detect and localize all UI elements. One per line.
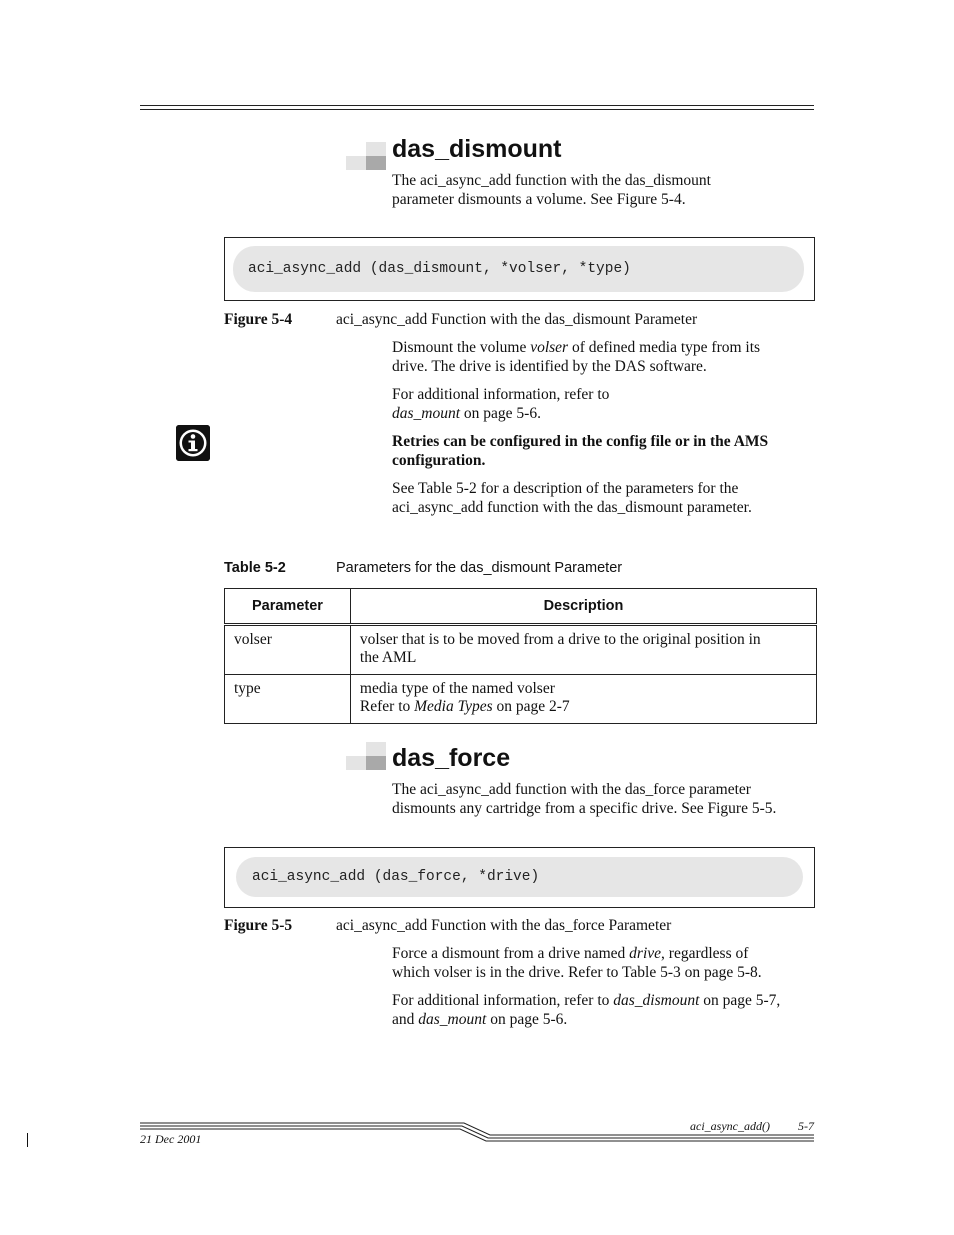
- figure-5-5-caption: [224, 916, 814, 936]
- intro-line: dismounts any cartridge from a specific drive. See Figure 5-5.: [392, 800, 777, 817]
- footer-function-name: aci_async_add(): [690, 1119, 770, 1133]
- paragraph: For additional information, refer to das_mount on page 5-6.: [392, 386, 610, 422]
- table-row: [225, 625, 817, 675]
- footer-rule: [138, 1118, 816, 1144]
- footer-page-number: 5-7: [797, 1119, 814, 1133]
- paragraph: For additional information, refer to das_dismount on page 5-7, and das_mount on page 5-6.: [392, 992, 781, 1028]
- intro-line: The aci_async_add function with the das_dismount: [392, 172, 711, 189]
- info-icon: [176, 425, 210, 461]
- table-label: Table 5-2: [224, 560, 286, 576]
- parameters-table: [224, 588, 817, 724]
- section1-intro: [392, 171, 822, 209]
- column-header: Description: [350, 589, 816, 625]
- paragraph: Force a dismount from a drive named drive, regardless of which volser is in the drive. Refer to Table 5-3 on page 5-8.: [392, 945, 762, 981]
- table-5-2-caption: [224, 559, 814, 579]
- figure-label: Figure 5-5: [224, 917, 293, 934]
- section2-intro: [392, 780, 832, 818]
- table-row: [225, 675, 817, 724]
- desc-cell: media type of the named volser Refer to Media Types on page 2-7: [350, 675, 816, 724]
- desc-cell: volser that is to be moved from a drive to the original position in the AML: [350, 625, 816, 675]
- code-snippet: aci_async_add (das_force, *drive): [236, 857, 803, 897]
- note-text: Retries can be configured in the config file or in the AMS configuration.: [392, 433, 769, 469]
- figure-caption-text: aci_async_add Function with the das_force Parameter: [336, 917, 672, 934]
- header-rule: [140, 109, 814, 110]
- column-header: Parameter: [225, 589, 351, 625]
- table-header-row: [225, 589, 817, 625]
- section-heading-das-force: das_force: [392, 744, 511, 772]
- param-cell: volser: [225, 625, 351, 675]
- figure-label: Figure 5-4: [224, 311, 293, 328]
- heading-marker-icon: [346, 742, 386, 770]
- section-heading-das-dismount: das_dismount: [392, 135, 562, 163]
- intro-line: The aci_async_add function with the das_force parameter: [392, 781, 751, 798]
- heading-marker-icon: [346, 142, 386, 170]
- figure-5-4-code-box: [224, 237, 815, 301]
- figure-caption-text: aci_async_add Function with the das_dismount Parameter: [336, 311, 698, 328]
- footer-date: 21 Dec 2001: [140, 1132, 202, 1146]
- intro-line: parameter dismounts a volume. See Figure 5-4.: [392, 191, 686, 208]
- figure-5-5-code-box: [224, 847, 815, 908]
- header-rule: [140, 105, 814, 106]
- code-snippet: aci_async_add (das_dismount, *volser, *type): [233, 246, 804, 292]
- section2-body: [392, 944, 832, 1038]
- section1-body: [392, 338, 822, 526]
- table-caption-text: Parameters for the das_dismount Parameter: [336, 560, 623, 576]
- param-cell: type: [225, 675, 351, 724]
- paragraph: Dismount the volume volser of defined media type from its drive. The drive is identified by the DAS software.: [392, 339, 761, 375]
- figure-5-4-caption: [224, 310, 814, 330]
- paragraph: See Table 5-2 for a description of the parameters for the aci_async_add function with the das_dismount parameter.: [392, 480, 752, 516]
- change-bar: [27, 1133, 28, 1147]
